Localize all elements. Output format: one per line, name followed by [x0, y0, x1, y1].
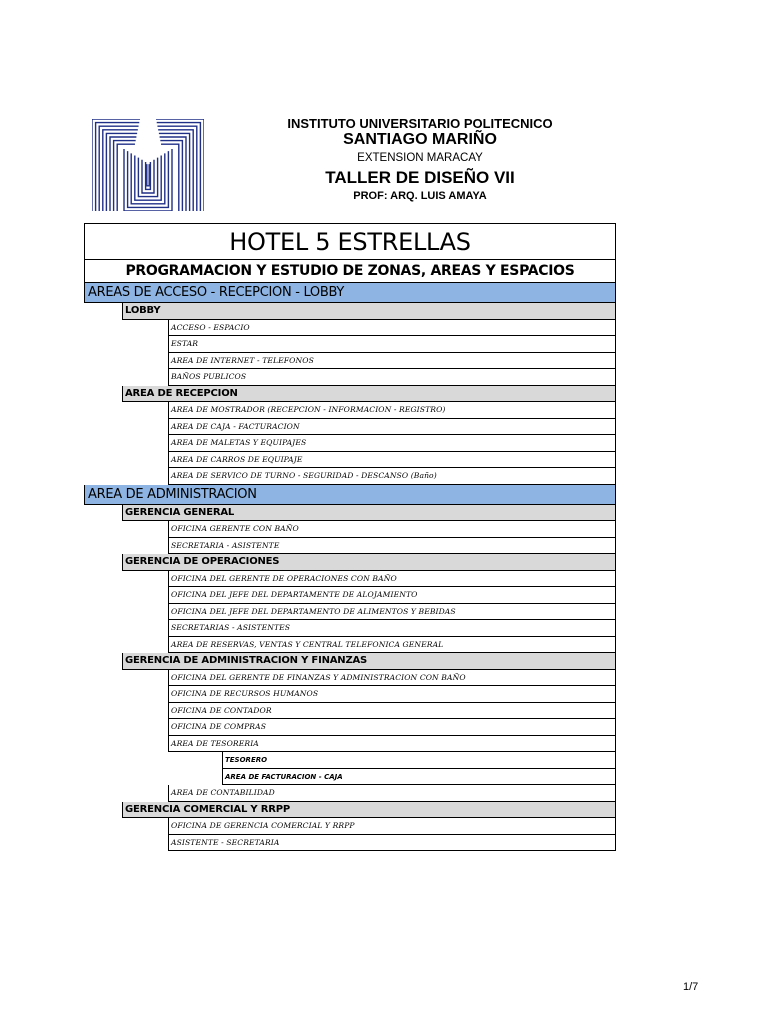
item-row: OFICINA DEL GERENTE DE FINANZAS Y ADMINISTRACION CON BAÑO: [168, 670, 616, 687]
item-row: OFICINA DEL GERENTE DE OPERACIONES CON BAÑO: [168, 571, 616, 588]
item-row: AREA DE TESORERIA: [168, 736, 616, 753]
item-row: OFICINA DE RECURSOS HUMANOS: [168, 686, 616, 703]
item-row: ACCESO - ESPACIO: [168, 320, 616, 337]
item-row: AREA DE MALETAS Y EQUIPAJES: [168, 435, 616, 452]
item-row: OFICINA DE GERENCIA COMERCIAL Y RRPP: [168, 818, 616, 835]
section-row: AREA DE ADMINISTRACION: [84, 485, 616, 505]
program-rows: [84, 283, 616, 851]
item-row: AREA DE INTERNET - TELEFONOS: [168, 353, 616, 370]
group-row: GERENCIA DE ADMINISTRACION Y FINANZAS: [122, 653, 616, 670]
item-row: OFICINA DE COMPRAS: [168, 719, 616, 736]
item-row: SECRETARIAS - ASISTENTES: [168, 620, 616, 637]
item-row: ESTAR: [168, 336, 616, 353]
group-row: GERENCIA COMERCIAL Y RRPP: [122, 802, 616, 819]
item-row: AREA DE SERVICO DE TURNO - SEGURIDAD - DESCANSO (Baño): [168, 468, 616, 485]
program-table: [84, 223, 616, 851]
page-number: 1/7: [683, 981, 699, 993]
group-row: LOBBY: [122, 303, 616, 320]
item-row: AREA DE CAJA - FACTURACION: [168, 419, 616, 436]
subitem-row: AREA DE FACTURACION - CAJA: [222, 769, 616, 786]
item-row: OFICINA GERENTE CON BAÑO: [168, 521, 616, 538]
item-row: OFICINA DEL JEFE DEL DEPARTAMENTO DE ALIMENTOS Y BEBIDAS: [168, 604, 616, 621]
institute-name: INSTITUTO UNIVERSITARIO POLITECNICO: [287, 116, 553, 131]
document-title: HOTEL 5 ESTRELLAS: [84, 223, 616, 260]
section-row: AREAS DE ACCESO - RECEPCION - LOBBY: [84, 283, 616, 303]
professor-name: PROF: ARQ. LUIS AMAYA: [353, 190, 487, 202]
institute-title: SANTIAGO MARIÑO: [343, 131, 497, 148]
item-row: AREA DE CARROS DE EQUIPAJE: [168, 452, 616, 469]
item-row: ASISTENTE - SECRETARIA: [168, 835, 616, 852]
document-subtitle: PROGRAMACION Y ESTUDIO DE ZONAS, AREAS Y ESPACIOS: [84, 260, 616, 283]
item-row: OFICINA DEL JEFE DEL DEPARTAMENTE DE ALOJAMIENTO: [168, 587, 616, 604]
group-row: GERENCIA GENERAL: [122, 505, 616, 522]
item-row: AREA DE CONTABILIDAD: [168, 785, 616, 802]
subitem-row: TESORERO: [222, 752, 616, 769]
group-row: GERENCIA DE OPERACIONES: [122, 554, 616, 571]
item-row: AREA DE MOSTRADOR (RECEPCION - INFORMACION - REGISTRO): [168, 402, 616, 419]
institute-logo: [92, 119, 204, 211]
item-row: BAÑOS PUBLICOS: [168, 369, 616, 386]
item-row: AREA DE RESERVAS, VENTAS Y CENTRAL TELEFONICA GENERAL: [168, 637, 616, 654]
extension-name: EXTENSION MARACAY: [357, 152, 483, 164]
course-title: TALLER DE DISEÑO VII: [325, 168, 515, 187]
item-row: SECRETARIA - ASISTENTE: [168, 538, 616, 555]
item-row: OFICINA DE CONTADOR: [168, 703, 616, 720]
group-row: AREA DE RECEPCION: [122, 386, 616, 403]
